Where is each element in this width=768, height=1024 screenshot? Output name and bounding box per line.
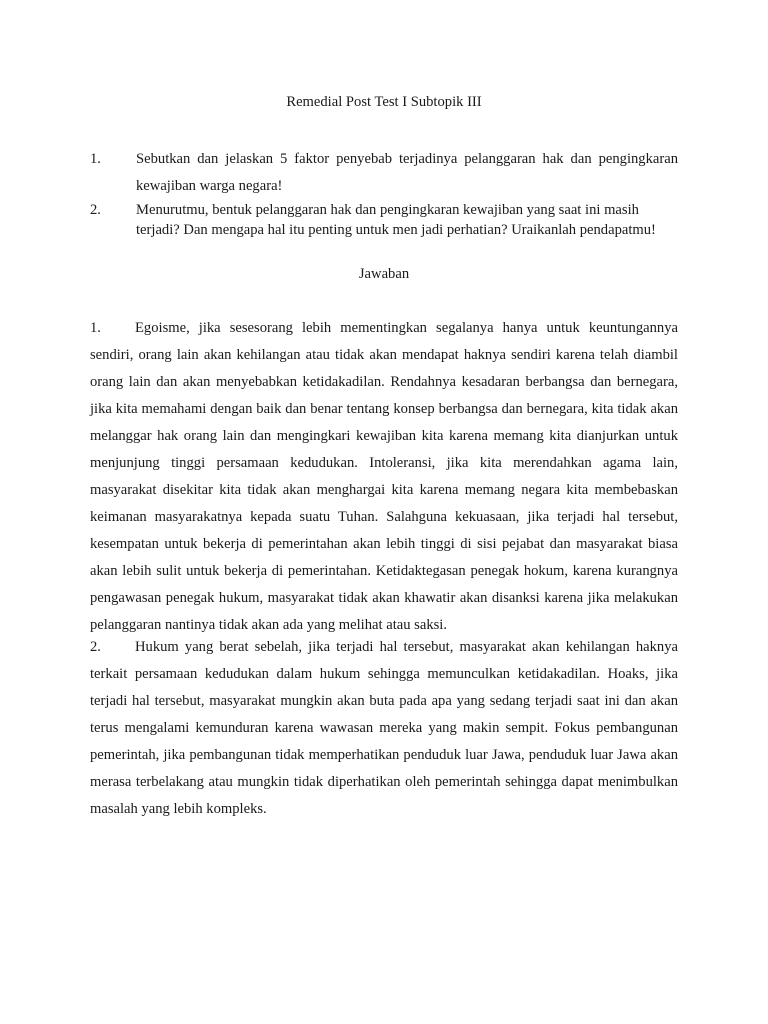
question-item	[90, 146, 678, 200]
question-text: Sebutkan dan jelaskan 5 faktor penyebab terjadinya pelanggaran hak dan pengingkaran kewajiban warga negara!	[136, 151, 678, 194]
document-title: Remedial Post Test I Subtopik III	[286, 94, 482, 110]
answer-paragraph	[90, 315, 678, 639]
question-item	[90, 200, 678, 240]
question-number: 2.	[90, 202, 101, 218]
question-number: 1.	[90, 151, 101, 167]
answer-heading: Jawaban	[358, 266, 410, 282]
answer-text: Egoisme, jika sesesorang lebih mementingkan segalanya hanya untuk keuntungannya sendiri, orang lain akan kehilangan atau tidak akan mendapat haknya sendiri karena telah diambil orang lain dan akan menyebabkan ketidakadilan. Rendahnya kesadaran berbangsa dan bernegara, jika kita memahami dengan baik dan benar tentang konsep berbangsa dan bernegara, kita tidak akan melanggar hak orang lain dan mengingkari kewajiban kita karena memang kita dianjurkan untuk menjunjung tinggi persamaan kedudukan. Intoleransi, jika kita merendahkan agama lain, masyarakat disekitar kita tidak akan menghargai kita karena memang negara kita membebaskan keimanan masyarakatnya kepada suatu Tuhan. Salahguna kekuasaan, jika terjadi hal tersebut, kesempatan untuk bekerja di pemerintahan akan lebih tinggi di sisi pejabat dan masyarakat biasa akan lebih sulit untuk bekerja di pemerintahan. Ketidaktegasan penegak hokum, karena kurangnya pengawasan penegak hukum, masyarakat tidak akan khawatir akan disanksi karena jika melakukan pelanggaran nantinya tidak akan ada yang melihat atau saksi.	[90, 320, 678, 633]
answer-paragraph	[90, 634, 678, 823]
answer-text: Hukum yang berat sebelah, jika terjadi hal tersebut, masyarakat akan kehilangan haknya terkait persamaan kedudukan dalam hukum sehingga memunculkan ketidakadilan. Hoaks, jika terjadi hal tersebut, masyarakat mungkin akan buta pada apa yang sedang terjadi saat ini dan akan terus mengalami kemunduran karena wawasan mereka yang makin sempit. Fokus pembangunan pemerintah, jika pembangunan tidak memperhatikan penduduk luar Jawa, penduduk luar Jawa akan merasa terbelakang atau mungkin tidak diperhatikan oleh pemerintah sehingga dapat menimbulkan masalah yang lebih kompleks.	[90, 639, 678, 817]
answer-number: 2.	[90, 639, 101, 655]
question-text: Menurutmu, bentuk pelanggaran hak dan pengingkaran kewajiban yang saat ini masih terjadi? Dan mengapa hal itu penting untuk men jadi perhatian? Uraikanlah pendapatmu!	[136, 202, 656, 238]
answer-number: 1.	[90, 320, 101, 336]
